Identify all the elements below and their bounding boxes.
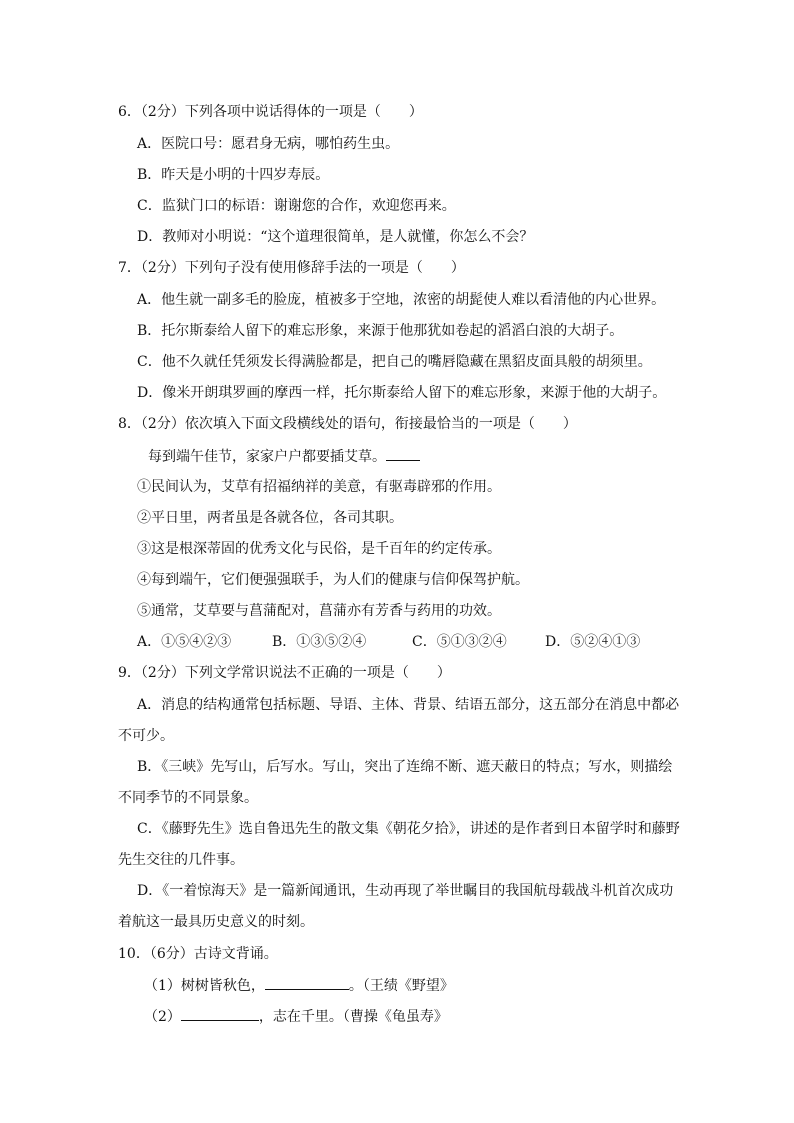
- q8-passage: [148, 446, 420, 467]
- q6-option-d: D．教师对小明说：“这个道理很简单，是人就懂，你怎么不会？: [137, 229, 534, 245]
- q10-part-1-suffix: 。（王绩《野望》: [348, 978, 454, 994]
- q8-stem: 8．（2分）依次填入下面文段横线处的语句，衔接最恰当的一项是（ ）: [118, 416, 577, 432]
- q8-sentence-3: ③这是根深蒂固的优秀文化与民俗，是千百年的约定传承。: [137, 541, 501, 557]
- q8-option-c: C．⑤①③②④: [412, 634, 507, 650]
- q10-stem: 10．（6分）古诗文背诵。: [118, 946, 278, 962]
- q7-option-d: D．像米开朗琪罗画的摩西一样，托尔斯泰给人留下的难忘形象，来源于他的大胡子。: [137, 385, 667, 401]
- q10-part-1: [144, 975, 454, 996]
- q10-part-1-blank[interactable]: [265, 975, 349, 990]
- q9-option-b-line1: B．《三峡》先写山，后写水。写山，突出了连绵不断、遮天蔽日的特点；写水，则描绘: [137, 759, 673, 775]
- q8-option-d: D．⑤②④①③: [545, 634, 641, 650]
- q6-option-b: B．昨天是小明的十四岁寿辰。: [137, 167, 330, 183]
- q9-option-c-line1: C．《藤野先生》选自鲁迅先生的散文集《朝花夕拾》，讲述的是作者到日本留学时和藤野: [137, 821, 680, 837]
- q8-sentence-5: ⑤通常，艾草要与菖蒲配对，菖蒲亦有芳香与药用的功效。: [137, 603, 501, 619]
- q6-option-c: C．监狱门口的标语：谢谢您的合作，欢迎您再来。: [137, 198, 456, 214]
- q8-passage-text: 每到端午佳节，家家户户都要插艾草。: [148, 449, 386, 465]
- q9-option-d-line2: 着航这一最具历史意义的时刻。: [118, 914, 314, 930]
- q9-option-c-line2: 先生交往的几件事。: [118, 852, 244, 868]
- q10-part-2-blank[interactable]: [181, 1006, 259, 1021]
- q8-sentence-1: ①民间认为，艾草有招福纳祥的美意，有驱毒辟邪的作用。: [137, 479, 501, 495]
- q9-option-a-line2: 不可少。: [118, 728, 174, 744]
- q7-option-a: A．他生就一副多毛的脸庞，植被多于空地，浓密的胡髭使人难以看清他的内心世界。: [137, 292, 666, 308]
- q7-option-c: C．他不久就任凭须发长得满脸都是，把自己的嘴唇隐藏在黑貂皮面具般的胡须里。: [137, 354, 652, 370]
- q8-option-b: B．①③⑤②④: [272, 634, 367, 650]
- q7-option-b: B．托尔斯泰给人留下的难忘形象，来源于他那犹如卷起的滔滔白浪的大胡子。: [137, 323, 624, 339]
- q6-option-a: A．医院口号：愿君身无病，哪怕药生虫。: [137, 136, 400, 152]
- q9-option-d-line1: D．《一着惊海天》是一篇新闻通讯，生动再现了举世瞩目的我国航母载战斗机首次成功: [137, 883, 674, 899]
- q8-sentence-2: ②平日里，两者虽是各就各位，各司其职。: [137, 510, 403, 526]
- q8-option-a: A．①⑤④②③: [137, 634, 232, 650]
- q8-answer-blank[interactable]: [386, 446, 420, 461]
- q10-part-2-suffix: ，志在千里。（曹操《龟虽寿》: [258, 1009, 448, 1025]
- q10-part-2: [144, 1006, 448, 1027]
- q8-sentence-4: ④每到端午，它们便强强联手，为人们的健康与信仰保驾护航。: [137, 572, 529, 588]
- q9-option-b-line2: 不同季节的不同景象。: [118, 790, 258, 806]
- q9-stem: 9．（2分）下列文学常识说法不正确的一项是（ ）: [118, 665, 451, 681]
- q10-part-2-prefix: （2）: [144, 1009, 181, 1025]
- q10-part-1-prefix: （1）树树皆秋色，: [144, 978, 265, 994]
- q6-stem: 6．（2分）下列各项中说话得体的一项是（ ）: [118, 104, 423, 120]
- q7-stem: 7．（2分）下列句子没有使用修辞手法的一项是（ ）: [118, 260, 465, 276]
- q9-option-a-line1: A．消息的结构通常包括标题、导语、主体、背景、结语五部分，这五部分在消息中都必: [137, 697, 680, 713]
